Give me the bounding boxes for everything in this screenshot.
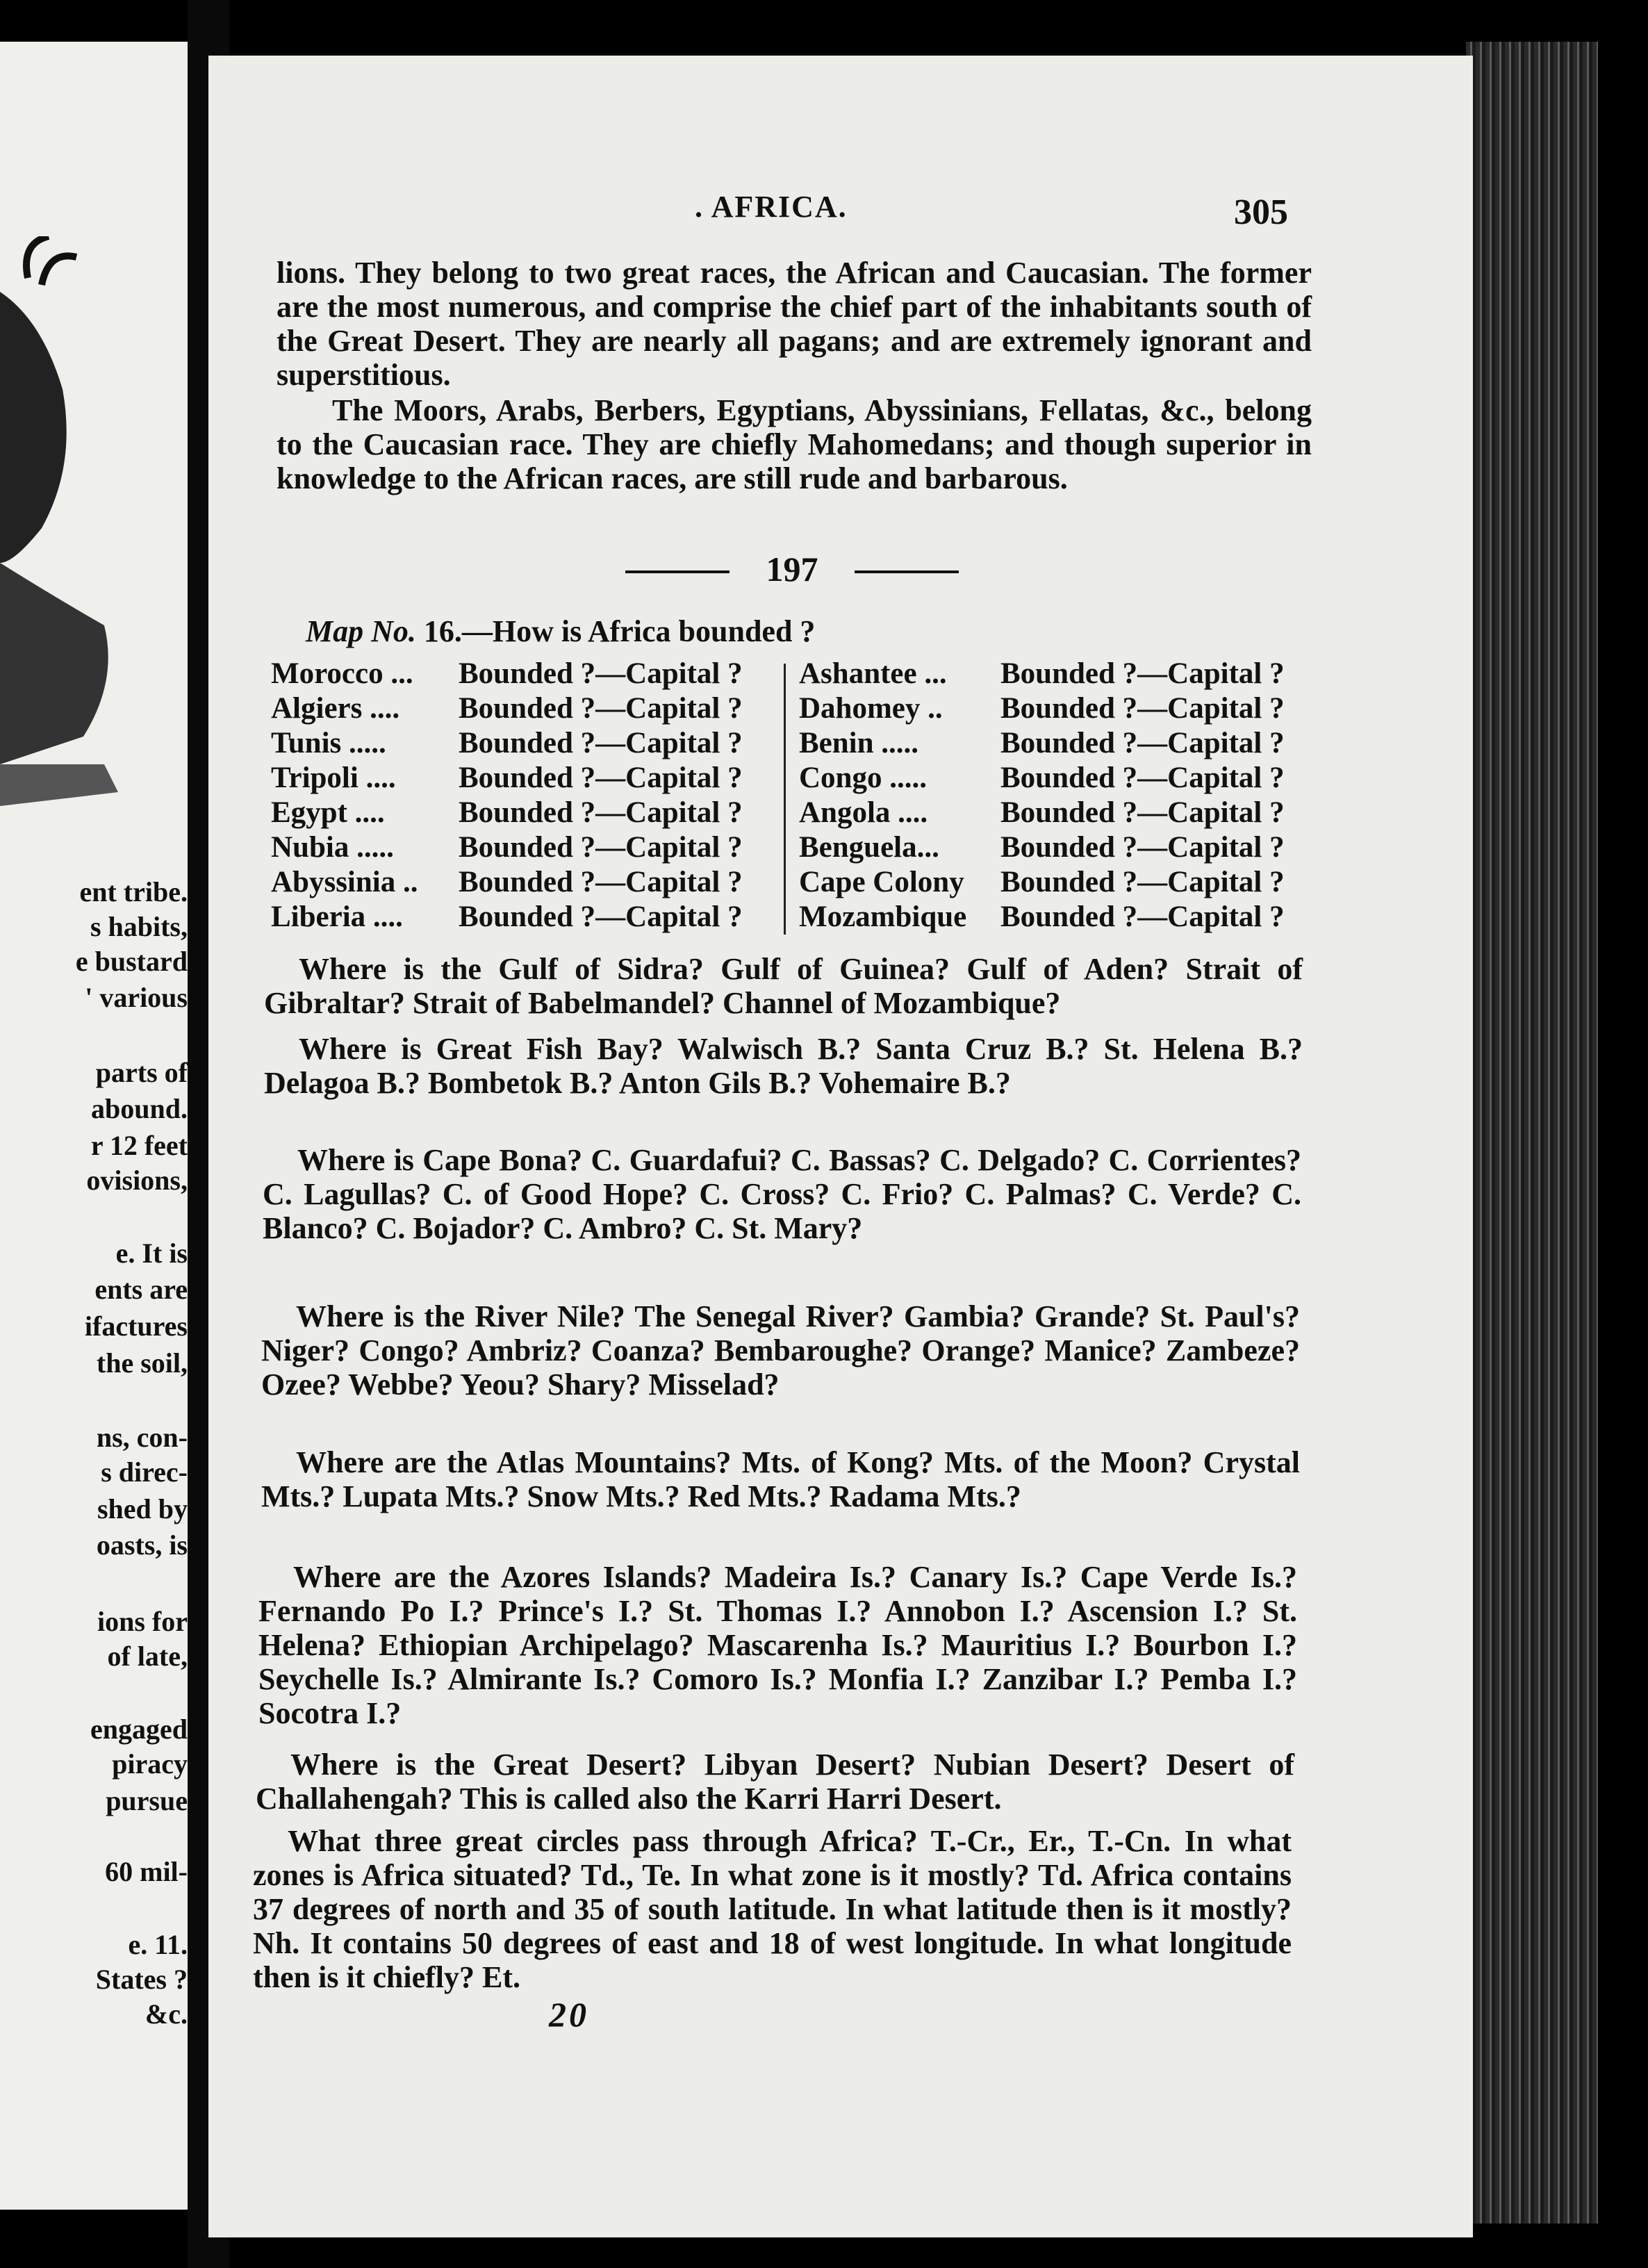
question-bays: Where is Great Fish Bay? Walwisch B.? Santa Cruz B.? St. Helena B.? Delagoa B.? Bombetok B.? Anton Gils B.? Vohemaire B.?: [264, 1032, 1303, 1100]
question-mountains: Where are the Atlas Mountains? Mts. of Kong? Mts. of the Moon? Crystal Mts.? Lupata Mts.? Snow Mts.? Red Mts.? Radama Mts.?: [261, 1445, 1300, 1513]
country-row: [271, 691, 743, 726]
antelope-engraving: [0, 236, 139, 806]
country-row: [271, 865, 743, 900]
signature-mark: 20: [549, 1995, 589, 2034]
country-name: Benin .....: [799, 727, 919, 759]
facing-page-fragment: s habits,: [90, 911, 188, 942]
facing-page-fragment: ifactures: [84, 1310, 188, 1342]
country-question: Bounded ?—Capital ?: [459, 901, 743, 933]
country-name: Benguela...: [799, 831, 939, 864]
facing-page-fragment: ions for: [97, 1606, 188, 1637]
country-name: Angola ....: [799, 796, 928, 829]
countries-table-right: [799, 657, 1285, 935]
country-name: Ashantee ...: [799, 657, 947, 690]
country-question: Bounded ?—Capital ?: [1000, 762, 1285, 794]
facing-page-fragment: e bustard: [75, 946, 188, 977]
facing-page-fragment: parts of: [95, 1057, 188, 1088]
country-name: Congo .....: [799, 762, 927, 794]
question-gulfs: Where is the Gulf of Sidra? Gulf of Guinea? Gulf of Aden? Strait of Gibraltar? Strait of Babelmandel? Channel of Mozambique?: [264, 952, 1303, 1020]
facing-page-fragment: ' various: [85, 982, 188, 1013]
country-question: Bounded ?—Capital ?: [459, 692, 743, 725]
section-number: 197: [625, 549, 959, 589]
country-row: [271, 796, 743, 830]
country-name: Tunis .....: [271, 727, 386, 759]
country-question: Bounded ?—Capital ?: [459, 762, 743, 794]
country-question: Bounded ?—Capital ?: [459, 866, 743, 898]
facing-page: [0, 42, 188, 2210]
facing-page-fragment: e. It is: [115, 1238, 188, 1269]
country-question: Bounded ?—Capital ?: [459, 831, 743, 864]
country-question: Bounded ?—Capital ?: [459, 657, 743, 690]
country-question: Bounded ?—Capital ?: [1000, 692, 1285, 725]
country-row: [799, 761, 1285, 796]
country-row: [799, 657, 1285, 691]
country-name: Mozambique: [799, 901, 967, 933]
running-head: . AFRICA.: [695, 190, 848, 224]
intro-paragraph-1: lions. They belong to two great races, the African and Caucasian. The former are the most numerous, and comprise the chief part of the inhabitants south of the Great Desert. They are nearly all pagans; and are extremely ignorant and superstitious.: [277, 256, 1312, 392]
country-question: Bounded ?—Capital ?: [1000, 796, 1285, 829]
country-row: [799, 691, 1285, 726]
country-name: Liberia ....: [271, 901, 403, 933]
country-row: [271, 900, 743, 935]
facing-page-fragment: the soil,: [96, 1347, 188, 1379]
country-row: [799, 726, 1285, 761]
facing-page-fragment: &c.: [145, 1998, 188, 2030]
country-row: [271, 657, 743, 691]
country-row: [799, 796, 1285, 830]
country-name: Algiers ....: [271, 692, 400, 725]
question-islands: Where are the Azores Islands? Madeira Is.? Canary Is.? Cape Verde Is.? Fernando Po I.? Prince's I.? St. Thomas I.? Annobon I.? Ascension I.? St. Helena? Ethiopian Archipelago? Mascarenha Is.? Mauritius I.? Bourbon I.? Seychelle Is.? Almirante Is.? Comoro Is.? Monfia I.? Zanzibar I.? Pemba I.? Socotra I.?: [258, 1560, 1297, 1730]
facing-page-fragment: ent tribe.: [79, 876, 188, 907]
country-question: Bounded ?—Capital ?: [1000, 866, 1285, 898]
facing-page-fragment: r 12 feet: [90, 1130, 188, 1161]
country-question: Bounded ?—Capital ?: [1000, 727, 1285, 759]
question-deserts: Where is the Great Desert? Libyan Desert? Nubian Desert? Desert of Challahengah? This is called also the Karri Harri Desert.: [256, 1748, 1294, 1816]
facing-page-fragment: e. 11.: [128, 1929, 188, 1960]
map-question-text: 16.—How is Africa bounded ?: [423, 614, 816, 648]
country-name: Abyssinia ..: [271, 866, 418, 898]
country-name: Egypt ....: [271, 796, 385, 829]
country-question: Bounded ?—Capital ?: [459, 727, 743, 759]
country-name: Morocco ...: [271, 657, 413, 690]
facing-page-fragment: States ?: [95, 1964, 188, 1995]
country-name: Nubia .....: [271, 831, 394, 864]
facing-page-fragment: 60 mil-: [105, 1856, 188, 1887]
facing-page-fragment: piracy: [112, 1748, 188, 1780]
facing-page-fragment: ents are: [94, 1274, 188, 1305]
map-label: Map No.: [306, 614, 416, 648]
country-question: Bounded ?—Capital ?: [1000, 901, 1285, 933]
facing-page-fragment: s direc-: [101, 1456, 188, 1488]
intro-paragraph-2: The Moors, Arabs, Berbers, Egyptians, Abyssinians, Fellatas, &c., belong to the Caucasian race. They are chiefly Mahomedans; and though superior in knowledge to the African races, are still rude and barbarous.: [277, 393, 1312, 495]
facing-page-fragment: abound.: [91, 1093, 188, 1124]
country-row: [271, 830, 743, 865]
facing-page-fragment: ns, con-: [96, 1422, 188, 1453]
country-question: Bounded ?—Capital ?: [459, 796, 743, 829]
country-row: [799, 830, 1285, 865]
page-edges: [1466, 42, 1598, 2224]
country-row: [271, 761, 743, 796]
country-row: [799, 865, 1285, 900]
map-question: [306, 614, 815, 649]
country-name: Dahomey ..: [799, 692, 943, 725]
country-question: Bounded ?—Capital ?: [1000, 831, 1285, 864]
facing-page-fragment: shed by: [97, 1493, 188, 1525]
country-row: [271, 726, 743, 761]
country-question: Bounded ?—Capital ?: [1000, 657, 1285, 690]
question-latitude: What three great circles pass through Africa? T.-Cr., Er., T.-Cn. In what zones is Africa situated? Td., Te. In what zone is it mostly? Td. Africa contains 37 degrees of north and 35 of south latitude. In what latitude then is it mostly? Nh. It contains 50 degrees of east and 18 of west longitude. In what longitude then is it chiefly? Et.: [253, 1824, 1292, 1994]
column-rule: [784, 664, 786, 935]
country-name: Tripoli ....: [271, 762, 396, 794]
facing-page-fragment: engaged: [90, 1714, 188, 1745]
page-number: 305: [1234, 192, 1288, 232]
question-capes: Where is Cape Bona? C. Guardafui? C. Bassas? C. Delgado? C. Corrientes? C. Lagullas? C. of Good Hope? C. Cross? C. Frio? C. Palmas? C. Verde? C. Blanco? C. Bojador? C. Ambro? C. St. Mary?: [263, 1143, 1301, 1245]
countries-table-left: [271, 657, 743, 935]
facing-page-fragment: ovisions,: [86, 1165, 188, 1196]
facing-page-fragment: oasts, is: [96, 1529, 188, 1561]
country-name: Cape Colony: [799, 866, 964, 898]
facing-page-fragment: pursue: [106, 1785, 188, 1816]
question-rivers: Where is the River Nile? The Senegal River? Gambia? Grande? St. Paul's? Niger? Congo? Ambriz? Coanza? Bembaroughe? Orange? Manice? Zambeze? Ozee? Webbe? Yeou? Shary? Misselad?: [261, 1299, 1300, 1402]
country-row: [799, 900, 1285, 935]
facing-page-fragment: of late,: [107, 1641, 188, 1672]
